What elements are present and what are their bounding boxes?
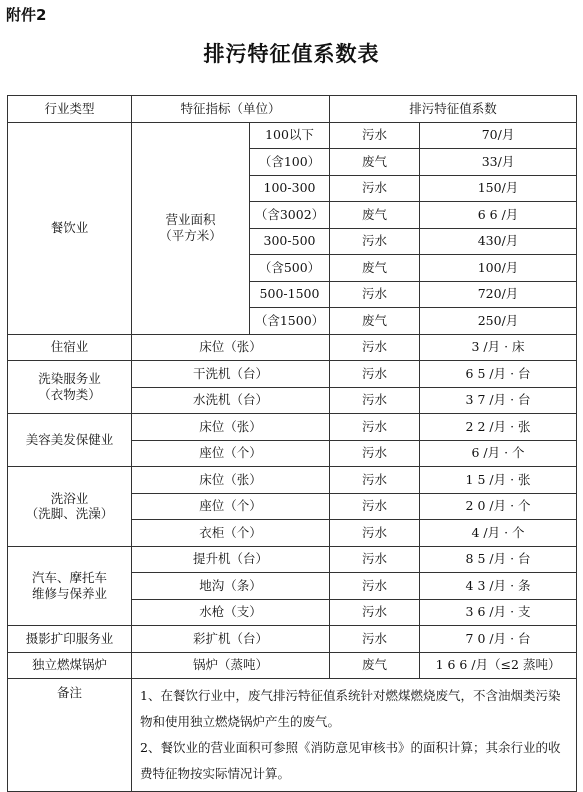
area-range-cell: 300-500 — [250, 228, 330, 255]
pollutant-type-cell: 污水 — [330, 493, 420, 520]
table-row — [8, 546, 577, 573]
header-industry: 行业类型 — [8, 96, 132, 123]
pollutant-type-cell: 污水 — [330, 122, 420, 149]
area-range-cell: 100以下 — [250, 122, 330, 149]
indicator-cell: 营业面积 （平方米） — [132, 122, 250, 334]
pollutant-type-cell: 废气 — [330, 202, 420, 229]
table-row — [8, 467, 577, 494]
coefficient-cell: 150/月 — [420, 175, 577, 202]
notes-label: 备注 — [8, 679, 132, 792]
pollutant-type-cell: 废气 — [330, 149, 420, 176]
pollutant-type-cell: 污水 — [330, 387, 420, 414]
pollutant-type-cell: 废气 — [330, 308, 420, 335]
pollutant-type-cell: 污水 — [330, 546, 420, 573]
pollutant-type-cell: 污水 — [330, 414, 420, 441]
pollutant-type-cell: 污水 — [330, 334, 420, 361]
coefficient-cell: 3 6 /月 · 支 — [420, 599, 577, 626]
note-item: 2、餐饮业的营业面积可参照《消防意见审核书》的面积计算；其余行业的收费特征物按实际情况计算。 — [140, 740, 561, 781]
header-indicator: 特征指标（单位） — [132, 96, 330, 123]
pollutant-type-cell: 废气 — [330, 652, 420, 679]
indicator-cell: 座位（个） — [132, 493, 330, 520]
pollutant-type-cell: 污水 — [330, 361, 420, 388]
coefficient-cell: 250/月 — [420, 308, 577, 335]
indicator-cell: 床位（张） — [132, 467, 330, 494]
coefficient-cell: 33/月 — [420, 149, 577, 176]
coefficient-cell: 6 /月 · 个 — [420, 440, 577, 467]
indicator-cell: 水枪（支） — [132, 599, 330, 626]
pollutant-type-cell: 污水 — [330, 281, 420, 308]
coefficient-cell: 720/月 — [420, 281, 577, 308]
area-range-cell: （含500） — [250, 255, 330, 282]
table-row — [8, 626, 577, 653]
note-item: 1、在餐饮行业中，废气排污特征值系统针对燃煤燃烧废气，不含油烟类污染物和使用独立燃烧锅炉产生的废气。 — [140, 688, 561, 729]
industry-cell: 住宿业 — [8, 334, 132, 361]
coefficient-cell: 2 0 /月 · 个 — [420, 493, 577, 520]
coefficient-cell: 4 3 /月 · 条 — [420, 573, 577, 600]
industry-cell: 洗染服务业 （衣物类） — [8, 361, 132, 414]
coefficient-cell: 3 /月 · 床 — [420, 334, 577, 361]
table-row — [8, 414, 577, 441]
table-row — [8, 96, 577, 123]
coefficient-cell: 100/月 — [420, 255, 577, 282]
indicator-cell: 水洗机（台） — [132, 387, 330, 414]
area-range-cell: 500-1500 — [250, 281, 330, 308]
industry-cell: 汽车、摩托车 维修与保养业 — [8, 546, 132, 626]
pollutant-type-cell: 污水 — [330, 520, 420, 547]
page-title: 排污特征值系数表 — [203, 41, 380, 66]
coefficient-cell: 430/月 — [420, 228, 577, 255]
indicator-cell: 地沟（条） — [132, 573, 330, 600]
header-coefficient: 排污特征值系数 — [330, 96, 577, 123]
industry-cell: 洗浴业 （洗脚、洗澡） — [8, 467, 132, 547]
indicator-cell: 衣柜（个） — [132, 520, 330, 547]
pollutant-type-cell: 废气 — [330, 255, 420, 282]
coefficient-cell: 6 6 /月 — [420, 202, 577, 229]
indicator-cell: 提升机（台） — [132, 546, 330, 573]
coefficient-cell: 6 5 /月 · 台 — [420, 361, 577, 388]
coefficient-cell: 3 7 /月 · 台 — [420, 387, 577, 414]
table-row — [8, 334, 577, 361]
pollutant-type-cell: 污水 — [330, 228, 420, 255]
area-range-cell: （含3002） — [250, 202, 330, 229]
indicator-cell: 床位（张） — [132, 414, 330, 441]
attachment-label: 附件2 — [6, 6, 47, 24]
industry-cell: 美容美发保健业 — [8, 414, 132, 467]
industry-cell: 餐饮业 — [8, 122, 132, 334]
indicator-cell: 座位（个） — [132, 440, 330, 467]
indicator-cell: 彩扩机（台） — [132, 626, 330, 653]
area-range-cell: （含1500） — [250, 308, 330, 335]
area-range-cell: 100-300 — [250, 175, 330, 202]
pollutant-type-cell: 污水 — [330, 467, 420, 494]
coefficient-cell: 1 5 /月 · 张 — [420, 467, 577, 494]
table-row — [8, 122, 577, 149]
indicator-cell: 干洗机（台） — [132, 361, 330, 388]
indicator-cell: 床位（张） — [132, 334, 330, 361]
pollutant-type-cell: 污水 — [330, 599, 420, 626]
pollutant-type-cell: 污水 — [330, 626, 420, 653]
indicator-cell: 锅炉（蒸吨） — [132, 652, 330, 679]
area-range-cell: （含100） — [250, 149, 330, 176]
notes-content — [132, 679, 577, 792]
table-row — [8, 361, 577, 388]
pollutant-type-cell: 污水 — [330, 175, 420, 202]
coefficient-cell: 8 5 /月 · 台 — [420, 546, 577, 573]
industry-cell: 独立燃煤锅炉 — [8, 652, 132, 679]
coefficient-cell: 4 /月 · 个 — [420, 520, 577, 547]
coefficient-cell: 70/月 — [420, 122, 577, 149]
coefficient-cell: 2 2 /月 · 张 — [420, 414, 577, 441]
pollutant-type-cell: 污水 — [330, 440, 420, 467]
coefficient-cell: 7 0 /月 · 台 — [420, 626, 577, 653]
emission-coefficient-table — [7, 95, 577, 792]
table-row — [8, 679, 577, 792]
coefficient-cell: 1 6 6 /月（≤2 蒸吨） — [420, 652, 577, 679]
table-row — [8, 652, 577, 679]
industry-cell: 摄影扩印服务业 — [8, 626, 132, 653]
pollutant-type-cell: 污水 — [330, 573, 420, 600]
